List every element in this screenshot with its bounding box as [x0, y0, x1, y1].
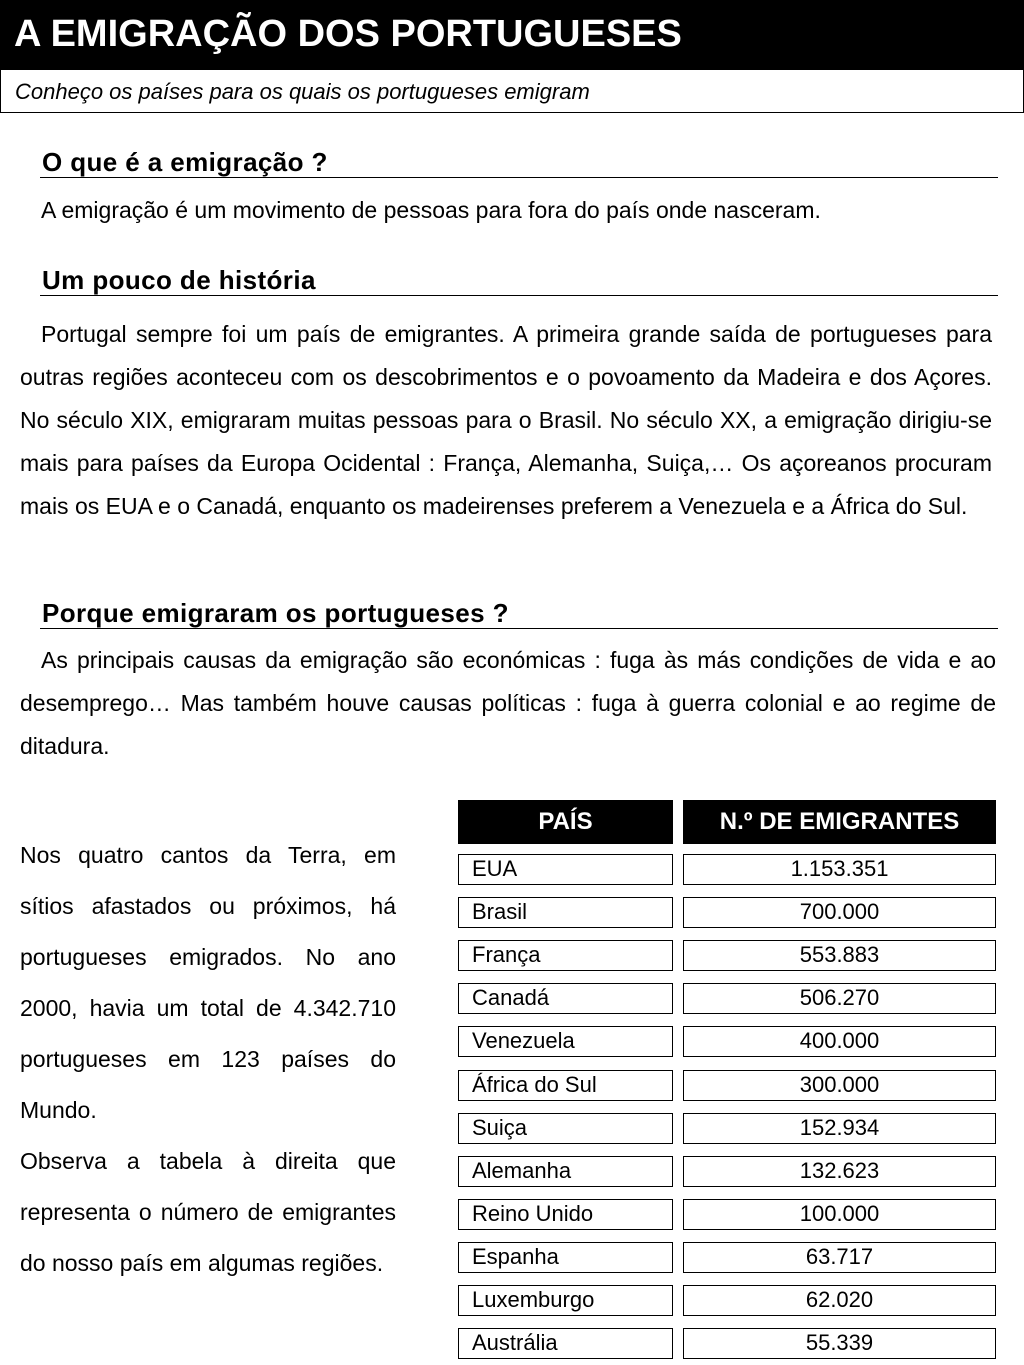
table-cell-emigrants: 63.717 — [683, 1242, 996, 1273]
heading-why-emigrate: Porque emigraram os portugueses ? — [40, 598, 998, 629]
table-cell-country: Suiça — [458, 1113, 673, 1144]
side-text-paragraph-1: Nos quatro cantos da Terra, em sítios afastados ou próximos, há portugueses emigrados. No ano 2000, havia um total de 4.342.710 portugueses em 123 países do Mundo. — [20, 842, 396, 1123]
table-cell-country: Reino Unido — [458, 1199, 673, 1230]
side-text — [20, 830, 396, 1289]
table-cell-emigrants: 1.153.351 — [683, 854, 996, 885]
table-cell-emigrants: 700.000 — [683, 897, 996, 928]
page-title: A EMIGRAÇÃO DOS PORTUGUESES — [14, 13, 682, 55]
table-cell-emigrants: 55.339 — [683, 1328, 996, 1359]
table-cell-emigrants: 62.020 — [683, 1285, 996, 1316]
table-cell-country: França — [458, 940, 673, 971]
table-cell-country: EUA — [458, 854, 673, 885]
table-cell-country: África do Sul — [458, 1070, 673, 1101]
table-cell-country: Luxemburgo — [458, 1285, 673, 1316]
title-bar — [0, 0, 1024, 70]
table-cell-country: Alemanha — [458, 1156, 673, 1187]
table-header-country: PAÍS — [458, 800, 673, 844]
heading-what-is-emigration: O que é a emigração ? — [40, 147, 998, 178]
table-cell-emigrants: 152.934 — [683, 1113, 996, 1144]
table-cell-country: Brasil — [458, 897, 673, 928]
table-cell-emigrants: 400.000 — [683, 1026, 996, 1057]
text-history: Portugal sempre foi um país de emigrantes. A primeira grande saída de portugueses para outras regiões aconteceu com os descobrimentos e o povoamento da Madeira e dos Açores. No século XIX, emigraram muitas pessoas para o Brasil. No século XX, a emigração dirigiu-se mais para países da Europa Ocidental : França, Alemanha, Suiça,… Os açoreanos procuram mais os EUA e o Canadá, enquanto os madeirenses preferem a Venezuela e a África do Sul. — [20, 321, 992, 519]
text-why-emigrate: As principais causas da emigração são económicas : fuga às más condições de vida e ao desemprego… Mas também houve causas políticas : fuga à guerra colonial e ao regime de ditadura. — [20, 647, 996, 759]
table-cell-country: Espanha — [458, 1242, 673, 1273]
subtitle-box — [0, 70, 1024, 113]
page-subtitle: Conheço os países para os quais os portugueses emigram — [15, 79, 590, 104]
table-cell-country: Austrália — [458, 1328, 673, 1359]
table-header-emigrants: N.º DE EMIGRANTES — [683, 800, 996, 844]
heading-history: Um pouco de história — [40, 265, 998, 296]
table-cell-country: Venezuela — [458, 1026, 673, 1057]
table-cell-country: Canadá — [458, 983, 673, 1014]
table-cell-emigrants: 132.623 — [683, 1156, 996, 1187]
table-cell-emigrants: 100.000 — [683, 1199, 996, 1230]
text-what-is-emigration: A emigração é um movimento de pessoas para fora do país onde nasceram. — [41, 197, 821, 223]
table-cell-emigrants: 506.270 — [683, 983, 996, 1014]
table-cell-emigrants: 553.883 — [683, 940, 996, 971]
table-cell-emigrants: 300.000 — [683, 1070, 996, 1101]
side-text-paragraph-2: Observa a tabela à direita que representa o número de emigrantes do nosso país em algumas regiões. — [20, 1148, 396, 1276]
